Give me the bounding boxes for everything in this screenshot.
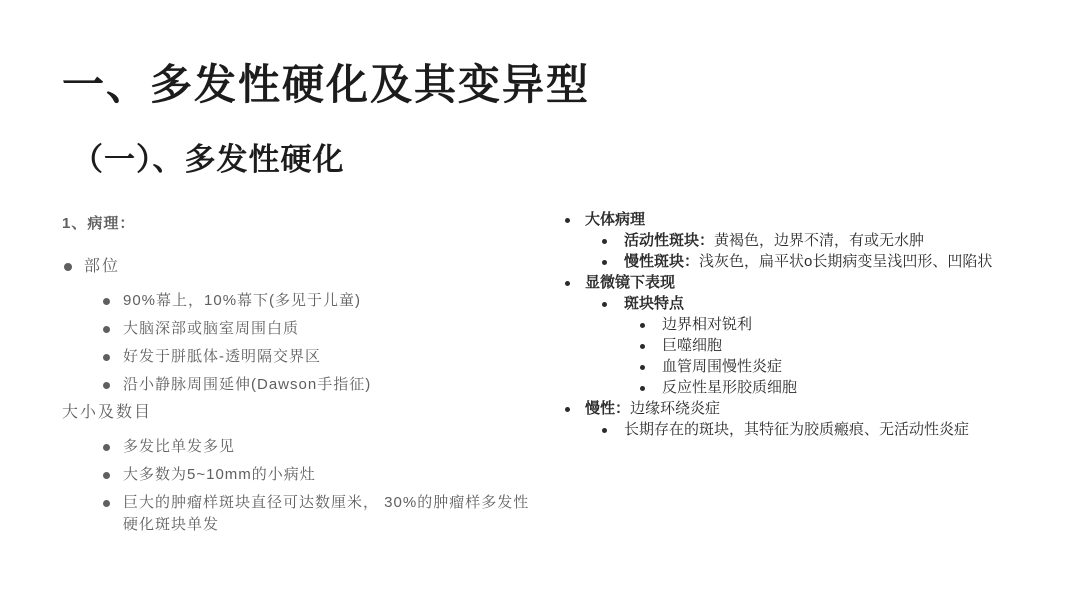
size-count-label: 大小及数目	[62, 404, 153, 421]
list-item-text: 大多数为5~10mm的小病灶	[123, 466, 316, 483]
list-item-text	[624, 252, 992, 272]
bullet-icon	[103, 298, 110, 305]
list-item	[62, 464, 540, 486]
term-label: 慢性：	[585, 400, 631, 417]
list-item-text: 巨大的肿瘤样斑块直径可达数厘米， 30%的肿瘤样多发性硬化斑块单发	[123, 494, 530, 533]
list-item	[562, 336, 1024, 356]
list-item-active-plaque	[562, 231, 1024, 251]
bullet-icon	[103, 354, 110, 361]
bullet-icon	[602, 302, 607, 307]
list-item-text: 反应性星形胶质细胞	[662, 379, 798, 396]
list-item-plaque-features	[562, 294, 1024, 314]
list-item-text: 边界相对锐利	[662, 316, 753, 333]
bullet-icon	[64, 263, 72, 271]
list-item	[562, 378, 1024, 398]
list-item-text: 90%幕上，10%幕下(多见于儿童)	[123, 292, 362, 309]
list-item-gross-pathology	[562, 210, 1024, 230]
term-label: 活动性斑块：	[624, 232, 715, 249]
list-item	[62, 290, 540, 312]
list-item	[62, 436, 540, 458]
list-item	[62, 492, 540, 536]
list-item-text: 大脑深部或脑室周围白质	[123, 320, 300, 337]
bullet-icon	[103, 382, 110, 389]
list-item-text: 血管周围慢性炎症	[662, 358, 783, 375]
list-item	[62, 318, 540, 340]
bullet-icon	[565, 218, 570, 223]
bullet-icon	[103, 500, 110, 507]
list-item	[62, 346, 540, 368]
term-description: 浅灰色，扁平状o长期病变呈浅凹形、凹陷状	[699, 253, 993, 270]
bullet-icon	[640, 323, 645, 328]
list-item-text: 沿小静脉周围延伸(Dawson手指征)	[123, 376, 372, 393]
list-item-text: 长期存在的斑块，其特征为胶质瘢痕、无活动性炎症	[624, 421, 970, 438]
list-item	[62, 374, 540, 396]
list-item	[562, 357, 1024, 377]
bullet-icon	[602, 239, 607, 244]
term-label: 慢性斑块：	[624, 253, 700, 270]
list-item-label: 显微镜下表现	[585, 274, 676, 291]
list-item-text: 好发于胼胝体-透明隔交界区	[123, 348, 321, 365]
list-item-text	[585, 399, 720, 419]
left-column	[62, 214, 540, 542]
slide-title: 一、多发性硬化及其变异型	[62, 61, 591, 108]
bullet-icon	[602, 428, 607, 433]
list-item	[562, 420, 1024, 440]
list-item-chronic-plaque	[562, 252, 1024, 272]
bullet-icon	[640, 365, 645, 370]
bullet-icon	[565, 407, 570, 412]
bullet-icon	[103, 444, 110, 451]
term-description: 边缘环绕炎症	[630, 400, 721, 417]
bullet-icon	[565, 281, 570, 286]
term-description: 黄褐色，边界不清，有或无水肿	[714, 232, 925, 249]
slide-subtitle: （一）、多发性硬化	[72, 142, 345, 177]
right-column	[562, 210, 1024, 441]
list-item-text: 巨噬细胞	[662, 337, 723, 354]
list-item-microscopic	[562, 273, 1024, 293]
bullet-icon	[602, 260, 607, 265]
bullet-icon	[640, 386, 645, 391]
list-item-label: 斑块特点	[624, 295, 685, 312]
list-item-text: 多发比单发多见	[123, 438, 236, 455]
list-item-label: 大体病理	[585, 211, 646, 228]
list-item-chronic	[562, 399, 1024, 419]
list-item-text	[624, 231, 924, 251]
list-item	[562, 315, 1024, 335]
bullet-icon	[103, 472, 110, 479]
list-item-location	[62, 256, 540, 278]
bullet-icon	[103, 326, 110, 333]
pathology-heading: 1、病理：	[62, 215, 136, 232]
bullet-icon	[640, 344, 645, 349]
list-item-label: 部位	[84, 258, 121, 275]
